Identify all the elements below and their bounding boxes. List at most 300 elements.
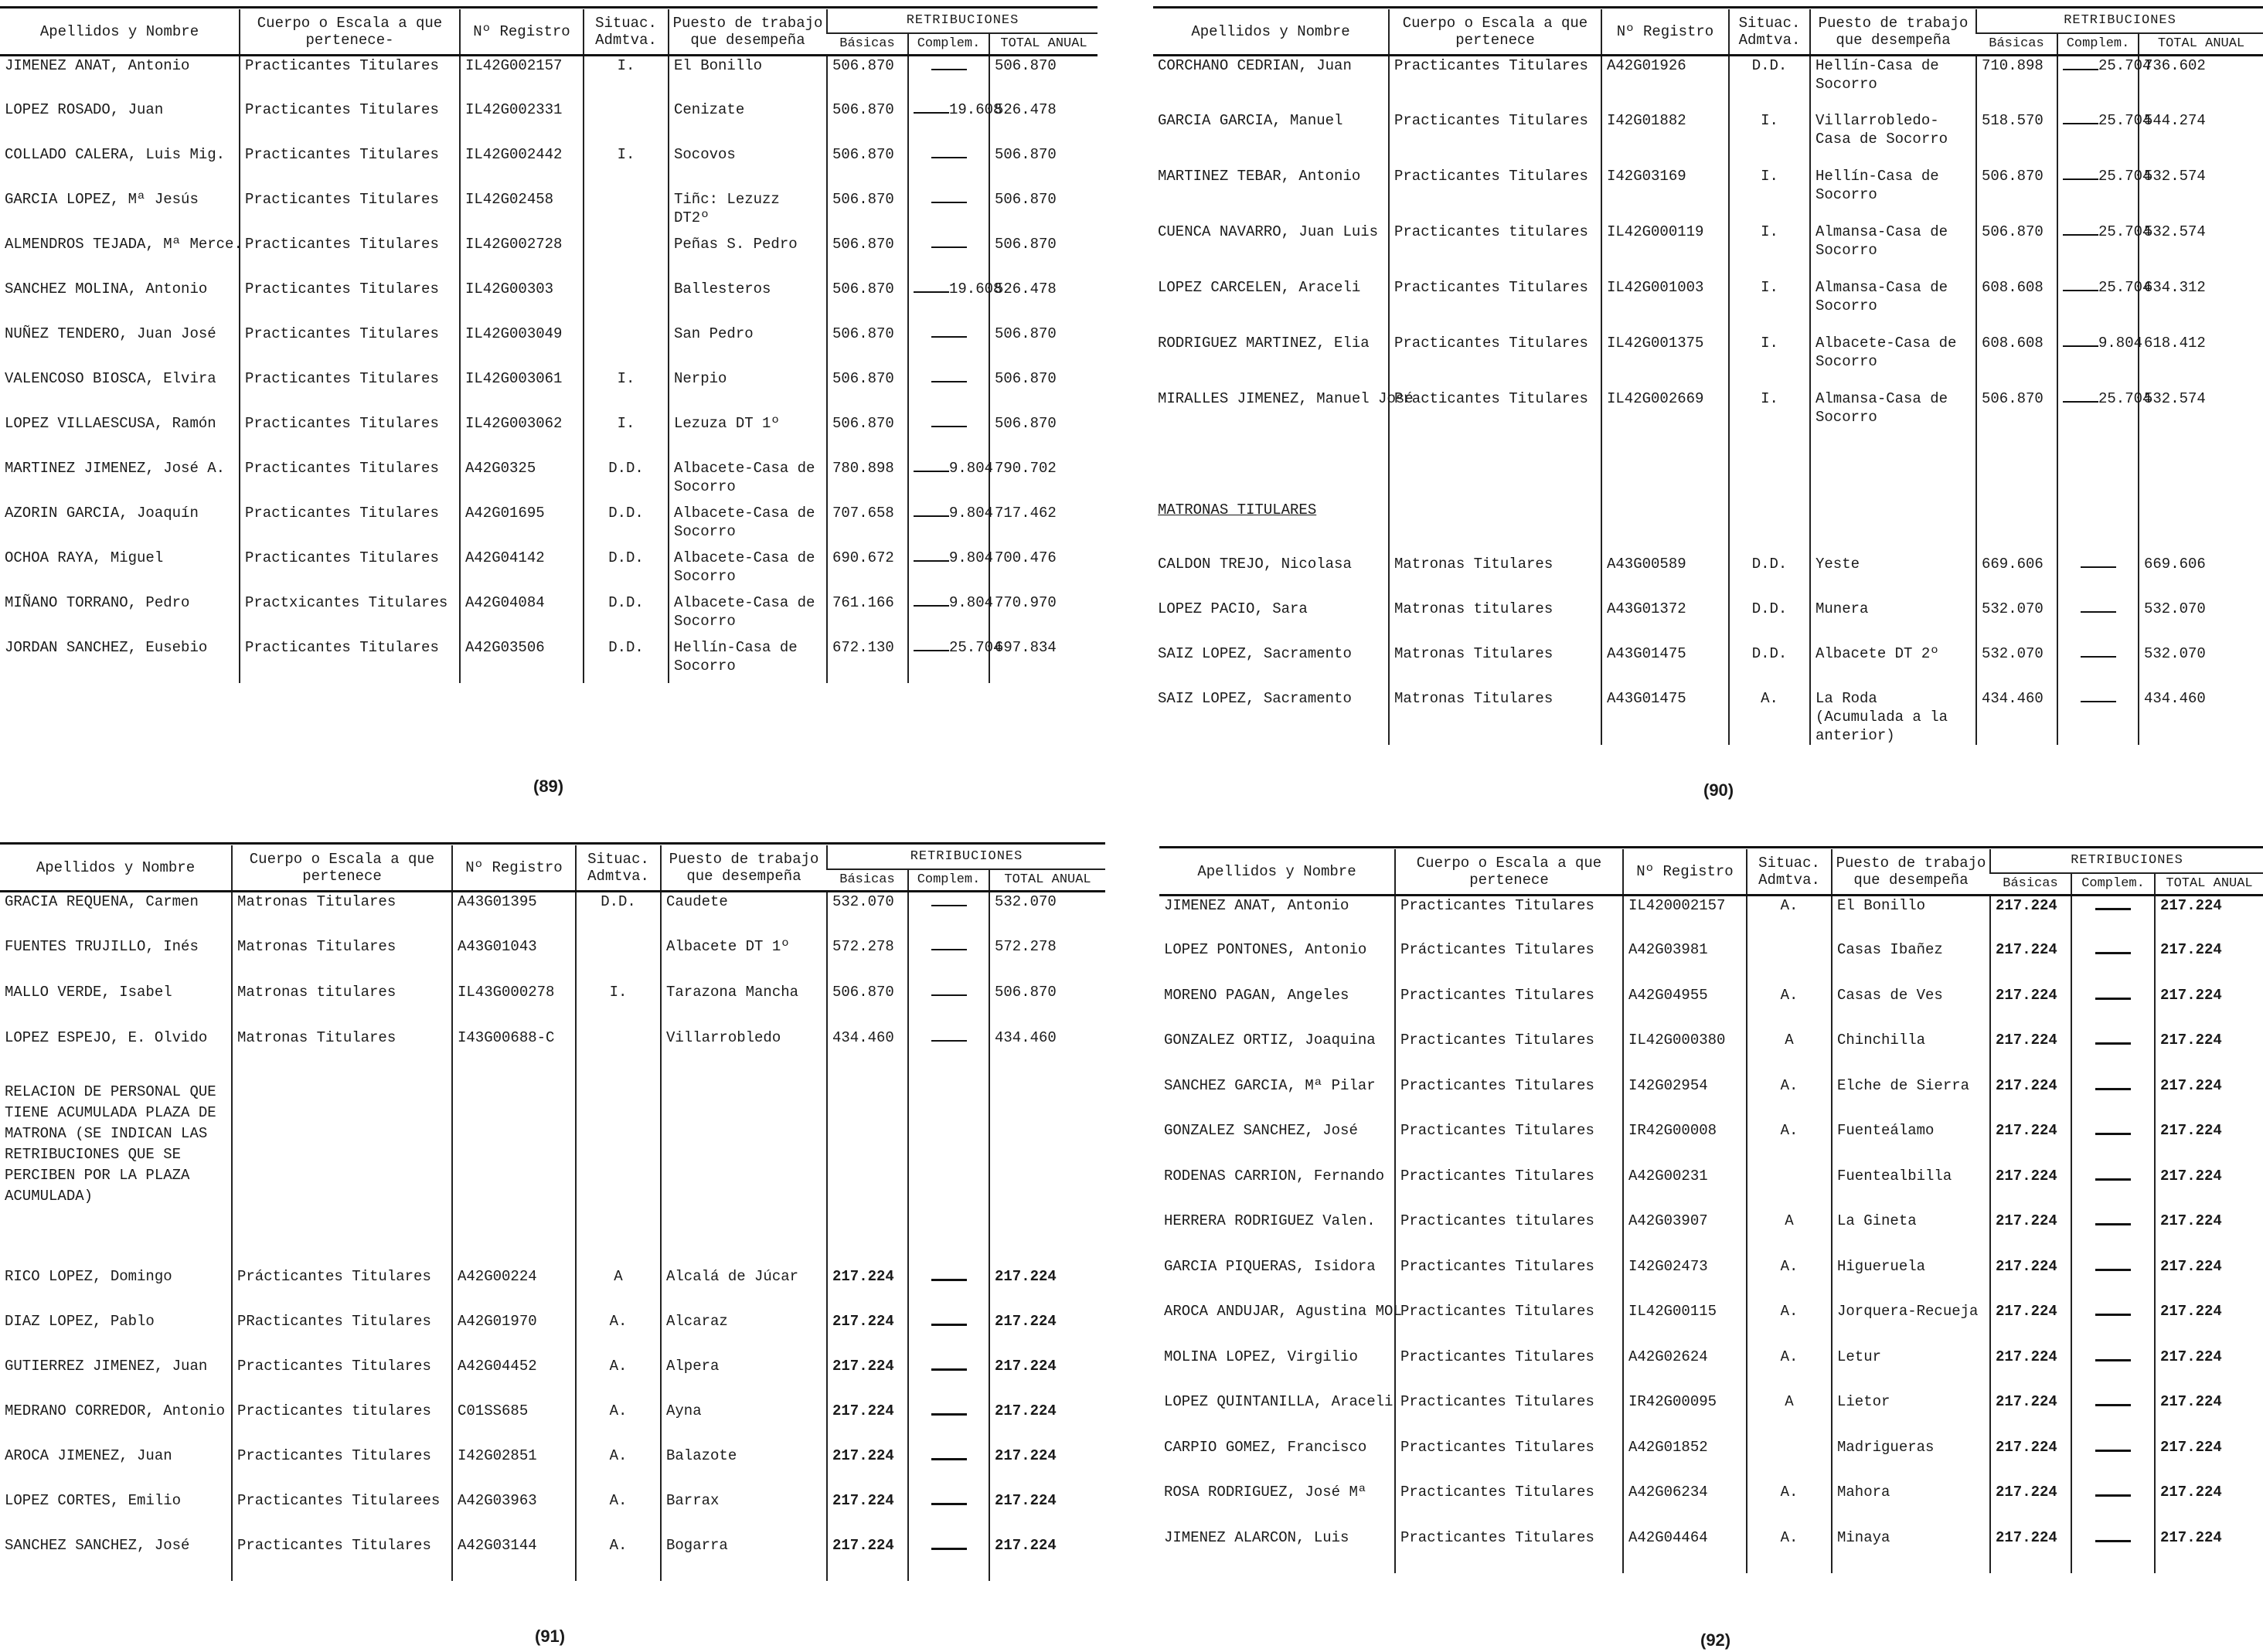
registro-cell [1623,986,1747,1032]
basicas-cell [827,190,908,235]
situacion-cell [1747,1257,1832,1303]
table-row [1159,1438,2263,1484]
empty-cell [908,1074,989,1267]
name-cell [0,369,240,414]
situacion-cell [1747,896,1832,941]
registro-cell [452,892,576,937]
complem-value: 25.704 [2098,389,2152,407]
situacion-value: D.D. [608,593,644,611]
registro-cell [460,190,584,235]
table-header [0,9,1097,56]
puesto-cell [669,459,827,504]
puesto-value: Villarrobledo [666,1028,781,1046]
situacion-cell [1747,986,1832,1032]
total-cell [2155,986,2263,1032]
basicas-cell [1990,1076,2071,1122]
registro-value: A42G04955 [1628,986,1708,1004]
basicas-value: 506.870 [832,369,894,387]
situacion-value: A. [1780,1122,1798,1139]
complem-value: 25.704 [2098,167,2152,185]
registro-value: A42G01695 [465,504,545,522]
cuerpo-value: Practicantes Titulares [245,549,439,566]
table-row [1159,1212,2263,1257]
personnel-table [0,9,1097,683]
name-value: GRACIA REQUENA, Carmen [5,893,199,910]
situacion-cell [1729,600,1810,644]
basicas-cell [1990,1031,2071,1076]
puesto-cell [669,56,827,100]
name-value: COLLADO CALERA, Luis Mig. [5,145,226,163]
table-row [0,325,1097,369]
total-value: 526.478 [995,280,1057,297]
total-cell [989,1402,1105,1446]
dash-mark [2063,234,2098,236]
name-value: MOLINA LOPEZ, Virgilio [1164,1348,1358,1365]
registro-cell [452,983,576,1028]
basicas-cell [1976,389,2057,445]
situacion-value: A. [609,1312,628,1330]
puesto-value: El Bonillo [674,57,763,74]
cuerpo-cell [240,145,460,190]
cuerpo-cell [1389,278,1601,334]
cuerpo-cell [240,593,460,638]
basicas-cell [827,100,908,145]
puesto-cell [1810,389,1976,445]
total-cell [989,235,1097,280]
total-cell [2155,1076,2263,1122]
total-value: 532.574 [2144,389,2206,407]
name-cell [0,100,240,145]
name-value: CORCHANO CEDRIAN, Juan [1158,57,1352,74]
name-value: MARTINEZ JIMENEZ, José A. [5,459,226,477]
basicas-value: 217.224 [832,1357,894,1375]
puesto-value: Ballesteros [674,280,771,297]
name-value: LOPEZ ROSADO, Juan [5,100,164,118]
name-value: MORENO PAGAN, Angeles [1164,986,1349,1004]
cuerpo-cell [240,56,460,100]
empty-cell [827,1074,908,1267]
puesto-cell [661,1402,827,1446]
registro-value: A43G01372 [1607,600,1686,617]
cuerpo-cell [240,280,460,325]
registro-cell [1623,940,1747,986]
cuerpo-value: Practicantes titulares [1400,1212,1594,1229]
registro-value: IL42G02458 [465,190,554,208]
table-row [1159,1257,2263,1303]
name-value: SANCHEZ GARCIA, Mª Pilar [1164,1076,1376,1094]
name-value: FUENTES TRUJILLO, Inés [5,937,199,955]
registro-cell [1623,1438,1747,1484]
table-row [0,1312,1105,1357]
complem-cell [2057,389,2152,445]
total-cell [2155,1031,2263,1076]
complem-cell [908,593,994,638]
basicas-cell [1976,600,2057,644]
dash-mark [2081,701,2116,702]
table-row [0,1446,1105,1491]
basicas-value: 518.570 [1982,111,2044,129]
situacion-value: A. [609,1357,628,1375]
total-value: 526.478 [995,100,1057,118]
table-row [0,100,1097,145]
puesto-cell [1832,1257,1990,1303]
puesto-cell [669,190,827,235]
complem-cell [908,892,989,937]
cuerpo-value: Practicantes Titulares [1400,1122,1594,1139]
total-cell [2155,1392,2263,1438]
name-value: RICO LOPEZ, Domingo [5,1267,172,1285]
cuerpo-cell [1395,986,1623,1032]
registro-cell [1601,689,1729,745]
personnel-table [1153,9,2263,745]
cuerpo-value: Practicantes Titulares [1400,1528,1594,1546]
registro-cell [1623,1528,1747,1574]
name-cell [0,504,240,549]
dash-mark [2095,908,2131,910]
puesto-cell [1832,940,1990,986]
situacion-header: Situac. Admtva. [1747,849,1832,896]
situacion-header: Situac. Admtva. [576,845,661,892]
puesto-value: La Roda (Acumulada a la anterior) [1816,689,1948,744]
registro-value: A42G04084 [465,593,545,611]
puesto-cell [1832,1167,1990,1212]
table-row [1159,1076,2263,1122]
name-cell [0,325,240,369]
basicas-cell [827,280,908,325]
puesto-value: Albacete-Casa de Socorro [1816,334,1957,370]
total-value: 669.606 [2144,555,2206,573]
complem-cell [2057,644,2139,689]
complem-cell [2071,1483,2155,1528]
cuerpo-cell [1395,940,1623,986]
table-row [0,1491,1105,1536]
total-cell [2139,111,2263,167]
basicas-value: 217.224 [1996,1122,2057,1139]
complem-cell [908,504,994,549]
puesto-value: Hellín-Casa de Socorro [1816,167,1939,203]
registro-header: Nº Registro [452,845,576,892]
total-value: 544.274 [2144,111,2206,129]
dash-mark [2095,1223,2131,1225]
basicas-value: 217.224 [1996,1212,2057,1229]
total-cell [2139,689,2263,745]
complem-header: Complem. [908,33,989,56]
table-row [0,892,1105,937]
total-cell [989,1357,1105,1402]
name-header: Apellidos y Nombre [1197,863,1356,880]
basicas-value: 217.224 [1996,1348,2057,1365]
basicas-cell [1990,1483,2071,1528]
total-value: 217.224 [2160,1076,2222,1094]
cuerpo-value: Matronas Titulares [237,1028,396,1046]
cuerpo-cell [232,1402,452,1446]
puesto-value: Alpera [666,1357,720,1375]
dash-mark [931,1279,967,1281]
total-cell [989,369,1097,414]
puesto-cell [1810,555,1976,600]
registro-cell [460,504,584,549]
cuerpo-value: Practicantes Titulares [245,57,439,74]
basicas-cell [827,145,908,190]
cuerpo-value: Practicantes titulares [1394,223,1588,240]
puesto-cell [1832,1121,1990,1167]
registro-value: IL42G003061 [465,369,563,387]
table-header [0,845,1105,892]
situacion-value: I. [1761,223,1778,240]
total-cell [2139,278,2263,334]
total-value: 217.224 [2160,1528,2222,1546]
situacion-value: D.D. [608,504,644,522]
puesto-cell [669,280,827,325]
dash-mark [931,1324,967,1326]
basicas-value: 217.224 [1996,1076,2057,1094]
dash-mark [914,471,949,472]
complem-cell [908,100,1002,145]
cuerpo-cell [1389,111,1601,167]
cuerpo-value: Practicantes Titulares [245,369,439,387]
registro-value: I42G02473 [1628,1257,1708,1275]
cuerpo-value: Matronas Titulares [1394,555,1553,573]
registro-value: IL42G002728 [465,235,563,253]
header-row [1153,9,2263,33]
table-row [0,983,1105,1028]
puesto-value: Tarazona Mancha [666,983,799,1001]
situacion-value: I. [617,414,635,432]
total-value: 217.224 [995,1402,1057,1419]
cuerpo-cell [232,892,452,937]
cuerpo-cell [232,1312,452,1357]
name-value: LOPEZ VILLAESCUSA, Ramón [5,414,216,432]
dash-mark [914,515,949,517]
cuerpo-value: Practicantes Titulares [245,190,439,208]
cuerpo-cell [1395,1031,1623,1076]
basicas-cell [827,325,908,369]
total-cell [2139,334,2263,389]
table-row [1153,278,2263,334]
cuerpo-cell [1395,1076,1623,1122]
situacion-value: D.D. [608,549,644,566]
dash-mark [2063,401,2098,403]
registro-value: IL42G000119 [1607,223,1704,240]
basicas-value: 217.224 [832,1446,894,1464]
empty-cell [576,1074,661,1267]
situacion-value: A. [609,1402,628,1419]
total-cell [989,593,1097,638]
basicas-cell [1990,1528,2071,1574]
dash-mark [2095,1178,2131,1181]
total-cell [989,56,1097,100]
complem-cell [908,459,994,504]
puesto-cell [1832,1348,1990,1393]
total-value: 618.412 [2144,334,2206,352]
name-header: Apellidos y Nombre [1191,23,1350,40]
total-cell [989,325,1097,369]
situacion-value: D.D. [1751,57,1788,74]
basicas-value: 506.870 [1982,223,2044,240]
table-row [1159,986,2263,1032]
basicas-cell [1976,689,2057,745]
basicas-cell [827,235,908,280]
situacion-cell [1747,1031,1832,1076]
puesto-value: Chinchilla [1837,1032,1926,1049]
table-row [1153,223,2263,278]
cuerpo-value: Practicantes Titulares [1394,111,1588,129]
registro-value: IL43G000278 [458,983,555,1001]
name-cell [1159,986,1395,1032]
cuerpo-value: Practxicantes Titulares [245,593,448,611]
basicas-header: Básicas [827,33,908,56]
registro-value: IL42G001003 [1607,278,1704,296]
total-value: 506.870 [995,235,1057,253]
situacion-value: A. [1780,1484,1798,1501]
total-value: 572.278 [995,937,1057,955]
total-value: 217.224 [995,1536,1057,1554]
registro-value: A42G03981 [1628,941,1708,958]
puesto-value: Albacete-Casa de Socorro [674,593,815,630]
complem-cell [908,1446,989,1491]
cuerpo-cell [232,1028,452,1074]
puesto-value: Albacete-Casa de Socorro [674,504,815,540]
situacion-value: D.D. [1751,555,1788,573]
basicas-cell [1990,1348,2071,1393]
situacion-cell [1729,644,1810,689]
cuerpo-value: Practicantes Titulares [1394,278,1588,296]
puesto-value: Higueruela [1837,1257,1926,1275]
dash-mark [931,994,967,996]
situacion-value: A [1785,1212,1794,1229]
complem-cell [2071,1257,2155,1303]
total-cell [2139,389,2263,445]
table-row [0,937,1105,983]
cuerpo-value: Practicantes Titulares [1400,1438,1594,1456]
complem-cell [2057,278,2152,334]
cuerpo-value: Prácticantes Titulares [237,1267,431,1285]
registro-cell [1601,111,1729,167]
cuerpo-value: Prácticantes Titulares [1400,941,1594,958]
table-row [1159,1392,2263,1438]
name-cell [0,459,240,504]
situacion-cell [576,1267,661,1312]
name-cell [1153,278,1389,334]
total-value: 532.574 [2144,223,2206,240]
name-cell [0,892,232,937]
cuerpo-value: Practicantes Titulares [1394,389,1588,407]
puesto-value: Casas de Ves [1837,986,1943,1004]
name-cell [1153,223,1389,278]
registro-cell [452,1536,576,1581]
cuerpo-value: Practicantes Titulares [1400,1393,1594,1410]
registro-cell [1601,334,1729,389]
dash-mark [931,246,967,248]
cuerpo-cell [1389,223,1601,278]
basicas-value: 532.070 [832,893,894,910]
basicas-value: 572.278 [832,937,894,955]
situacion-cell [576,1491,661,1536]
total-cell [2139,644,2263,689]
cuerpo-value: Practicantes Titulares [1400,1032,1594,1049]
complem-value: 19.608 [949,280,1002,297]
cuerpo-cell [240,369,460,414]
header-row [0,845,1105,869]
registro-cell [460,638,584,683]
table-row [0,1536,1105,1581]
complem-cell [2057,555,2139,600]
registro-value: A42G03144 [458,1536,537,1554]
complem-cell [2071,1031,2155,1076]
personnel-table [1159,849,2263,1573]
basicas-cell [1976,555,2057,600]
name-value: ALMENDROS TEJADA, Mª Merce. [5,235,243,253]
name-value: LOPEZ PONTONES, Antonio [1164,941,1367,958]
table-header [1153,9,2263,56]
cuerpo-value: Practicantes Titulares [245,638,439,656]
total-value: 700.476 [995,549,1057,566]
cuerpo-cell [240,459,460,504]
registro-value: A42G06234 [1628,1484,1708,1501]
cuerpo-value: Matronas Titulares [1394,689,1553,707]
cuerpo-cell [232,1536,452,1581]
name-value: CALDON TREJO, Nicolasa [1158,555,1352,573]
total-value: 217.224 [995,1446,1057,1464]
name-value: AROCA ANDUJAR, Agustina MOL [1164,1303,1402,1320]
basicas-value: 690.672 [832,549,894,566]
puesto-cell [669,593,827,638]
complem-cell [908,280,1002,325]
situacion-cell [584,56,669,100]
basicas-cell [1990,1167,2071,1212]
total-value: 506.870 [995,325,1057,342]
puesto-value: Minaya [1837,1528,1890,1546]
name-cell [1159,1076,1395,1122]
basicas-cell [827,1491,908,1536]
total-cell [989,638,1097,683]
total-cell [2155,1121,2263,1167]
registro-value: A43G00589 [1607,555,1686,573]
cuerpo-value: Practicantes Titulares [245,504,439,522]
registro-cell [1623,1031,1747,1076]
situacion-value: A. [1780,897,1798,914]
page-number: (89) [533,777,564,796]
cuerpo-value: Matronas Titulares [237,937,396,955]
name-value: RODRIGUEZ MARTINEZ, Elia [1158,334,1370,352]
cuerpo-cell [1395,1167,1623,1212]
registro-cell [1601,167,1729,223]
puesto-value: Madrigueras [1837,1438,1935,1456]
empty-cell [1810,445,1976,501]
basicas-value: 532.070 [1982,644,2044,662]
registro-cell [1601,389,1729,445]
cuerpo-cell [1389,334,1601,389]
puesto-value: Tiñc: Lezuzz DT2º [674,190,780,226]
situacion-cell [1729,167,1810,223]
total-value: 217.224 [995,1491,1057,1509]
table-row [0,414,1097,459]
total-cell [2155,1348,2263,1393]
personnel-table [0,845,1105,1581]
basicas-cell [827,1312,908,1357]
basicas-value: 506.870 [832,190,894,208]
dash-mark [2081,656,2116,658]
registro-cell [1601,223,1729,278]
table-row [1153,555,2263,600]
name-cell [1159,1348,1395,1393]
total-value: 217.224 [2160,1212,2222,1229]
registro-value: I42G02954 [1628,1076,1708,1094]
total-value: 217.224 [2160,1484,2222,1501]
complem-cell [2057,689,2139,745]
total-value: 634.312 [2144,278,2206,296]
empty-cell [452,1074,576,1267]
